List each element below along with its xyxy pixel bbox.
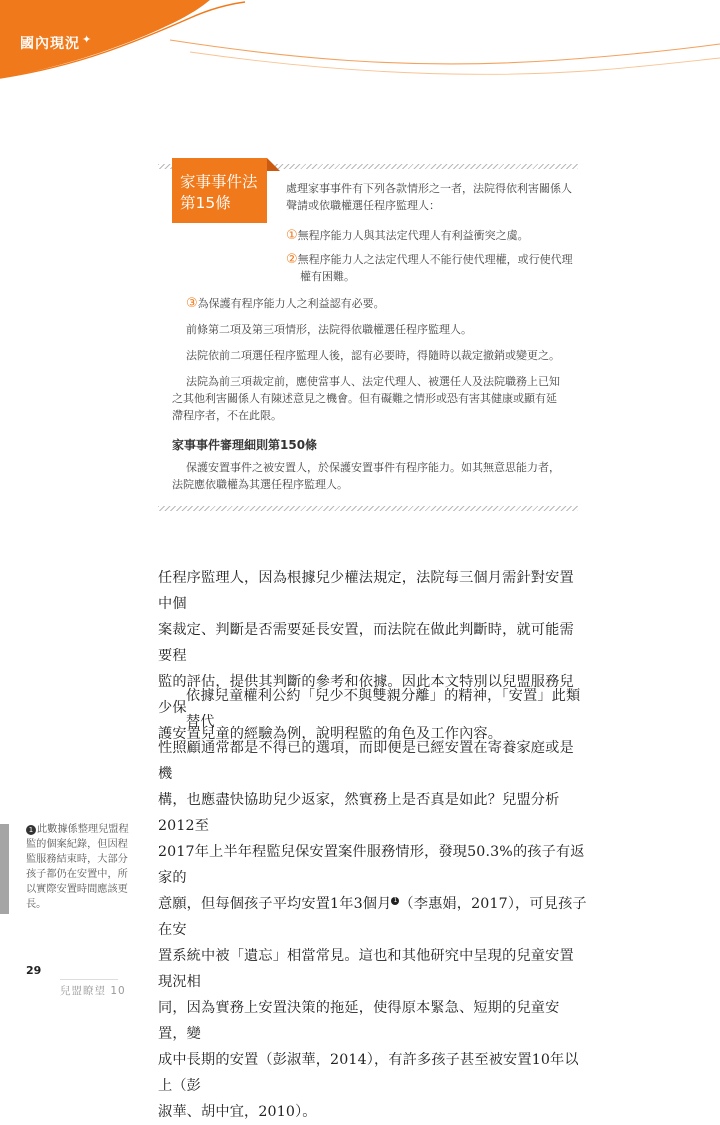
law-para-line: 之其他利害關係人有陳述意見之機會。但有礙難之情形或恐有害其健康或顯有延 bbox=[172, 392, 557, 405]
body-line: 淑華、胡中宜，2010）。 bbox=[158, 1104, 317, 1120]
law-intro bbox=[286, 180, 572, 214]
body-line: 置系統中被「遺忘」相當常見。這也和其他研究中呈現的兒童安置現況相 bbox=[158, 948, 574, 990]
law-sub-para bbox=[172, 459, 560, 493]
body-line: 案裁定、判斷是否需要延長安置，而法院在做此判斷時，就可能需要程 bbox=[158, 622, 574, 664]
body-line bbox=[158, 891, 588, 943]
law-item-text: 權有困難。 bbox=[300, 270, 355, 283]
hatch-divider-bottom bbox=[158, 506, 578, 511]
body-line: 同，因為實務上安置決策的拖延，使得原本緊急、短期的兒童安置，變 bbox=[158, 1000, 560, 1042]
fold-corner-icon bbox=[267, 158, 280, 171]
law-tag-line1: 家事事件法 bbox=[180, 173, 258, 191]
sidenote-bar bbox=[0, 824, 9, 914]
law-tag-line2: 第15條 bbox=[180, 194, 231, 212]
sidenote-text: 此數據係整理兒盟程監的個案紀錄，但因程監服務結束時，大部分孩子都仍在安置中，所以實際安置時間應該更長。 bbox=[26, 824, 129, 910]
body-line: 監的評估，提供其判斷的參考和依據。因此本文特別以兒盟服務兒少保 bbox=[158, 674, 574, 716]
law-tag bbox=[172, 158, 267, 223]
number-2-icon: ② bbox=[286, 252, 298, 267]
body-line: 護安置兒童的經驗為例，說明程監的角色及工作內容。 bbox=[158, 726, 503, 742]
sidenote bbox=[26, 822, 132, 912]
header-wave bbox=[0, 0, 720, 90]
page-number: 29 bbox=[26, 964, 42, 977]
body-line: 2017年上半年程監兒保安置案件服務情形，發現50.3%的孩子有返家的 bbox=[158, 844, 585, 886]
law-intro-line: 處理家事事件有下列各款情形之一者，法院得依利害關係人 bbox=[286, 182, 572, 195]
body-paragraph-2 bbox=[158, 683, 588, 1125]
law-item-text: 為保護有程序能力人之利益認有必要。 bbox=[197, 297, 385, 310]
number-3-icon: ③ bbox=[186, 296, 198, 311]
law-para-2: 法院依前二項選任程序監理人後，認有必要時，得隨時以裁定撤銷或變更之。 bbox=[186, 349, 560, 362]
law-sub-line: 法院應依職權為其選任程序監理人。 bbox=[172, 478, 348, 491]
body-line: 性照顧通常都是不得已的選項，而即便是已經安置在寄養家庭或是機 bbox=[158, 740, 574, 782]
law-item-2 bbox=[286, 251, 573, 285]
journal-title: 兒盟瞭望 10 bbox=[60, 985, 126, 997]
law-intro-line: 聲請或依職權選任程序監理人： bbox=[286, 199, 440, 212]
law-box bbox=[158, 158, 578, 513]
law-item-1 bbox=[286, 227, 529, 244]
body-line: 依據兒童權利公約「兒少不與雙親分離」的精神，「安置」此類替代 bbox=[186, 688, 581, 730]
section-title: 國內現況 bbox=[20, 36, 80, 52]
number-1-icon: ① bbox=[286, 228, 298, 243]
law-item-3 bbox=[186, 295, 385, 312]
law-item-text: 無程序能力人之法定代理人不能行使代理權，或行使代理 bbox=[297, 253, 573, 266]
footnote-number-icon: 1 bbox=[26, 825, 36, 835]
body-line: 任程序監理人，因為根據兒少權法規定，法院每三個月需針對安置中個 bbox=[158, 570, 574, 612]
footer-divider bbox=[60, 979, 118, 980]
law-sub-line: 保護安置事件之被安置人，於保護安置事件有程序能力。如其無意思能力者， bbox=[186, 461, 560, 474]
law-para-3 bbox=[172, 373, 560, 424]
law-item-text: 無程序能力人與其法定代理人有利益衝突之虞。 bbox=[297, 229, 529, 242]
law-para-line: 法院為前三項裁定前，應使當事人、法定代理人、被選任人及法院職務上已知 bbox=[186, 375, 560, 388]
body-text-span: （李惠娟，2017），可見孩子在安 bbox=[158, 896, 587, 938]
law-subtitle: 家事事件審理細則第150條 bbox=[172, 438, 318, 452]
law-para-line: 滯程序者，不在此限。 bbox=[172, 409, 282, 422]
body-line: 構，也應盡快協助兒少返家，然實務上是否真是如此？兒盟分析2012至 bbox=[158, 792, 560, 834]
law-para-1: 前條第二項及第三項情形，法院得依職權選任程序監理人。 bbox=[186, 323, 472, 336]
section-tag bbox=[20, 33, 92, 53]
body-text-span: 意願，但每個孩子平均安置1年3個月 bbox=[158, 896, 392, 912]
body-line: 成中長期的安置（彭淑華，2014），有許多孩子甚至被安置10年以上（彭 bbox=[158, 1052, 579, 1094]
footnote-marker[interactable]: 1 bbox=[391, 897, 399, 905]
sparkle-icon: ✦ bbox=[82, 33, 93, 46]
